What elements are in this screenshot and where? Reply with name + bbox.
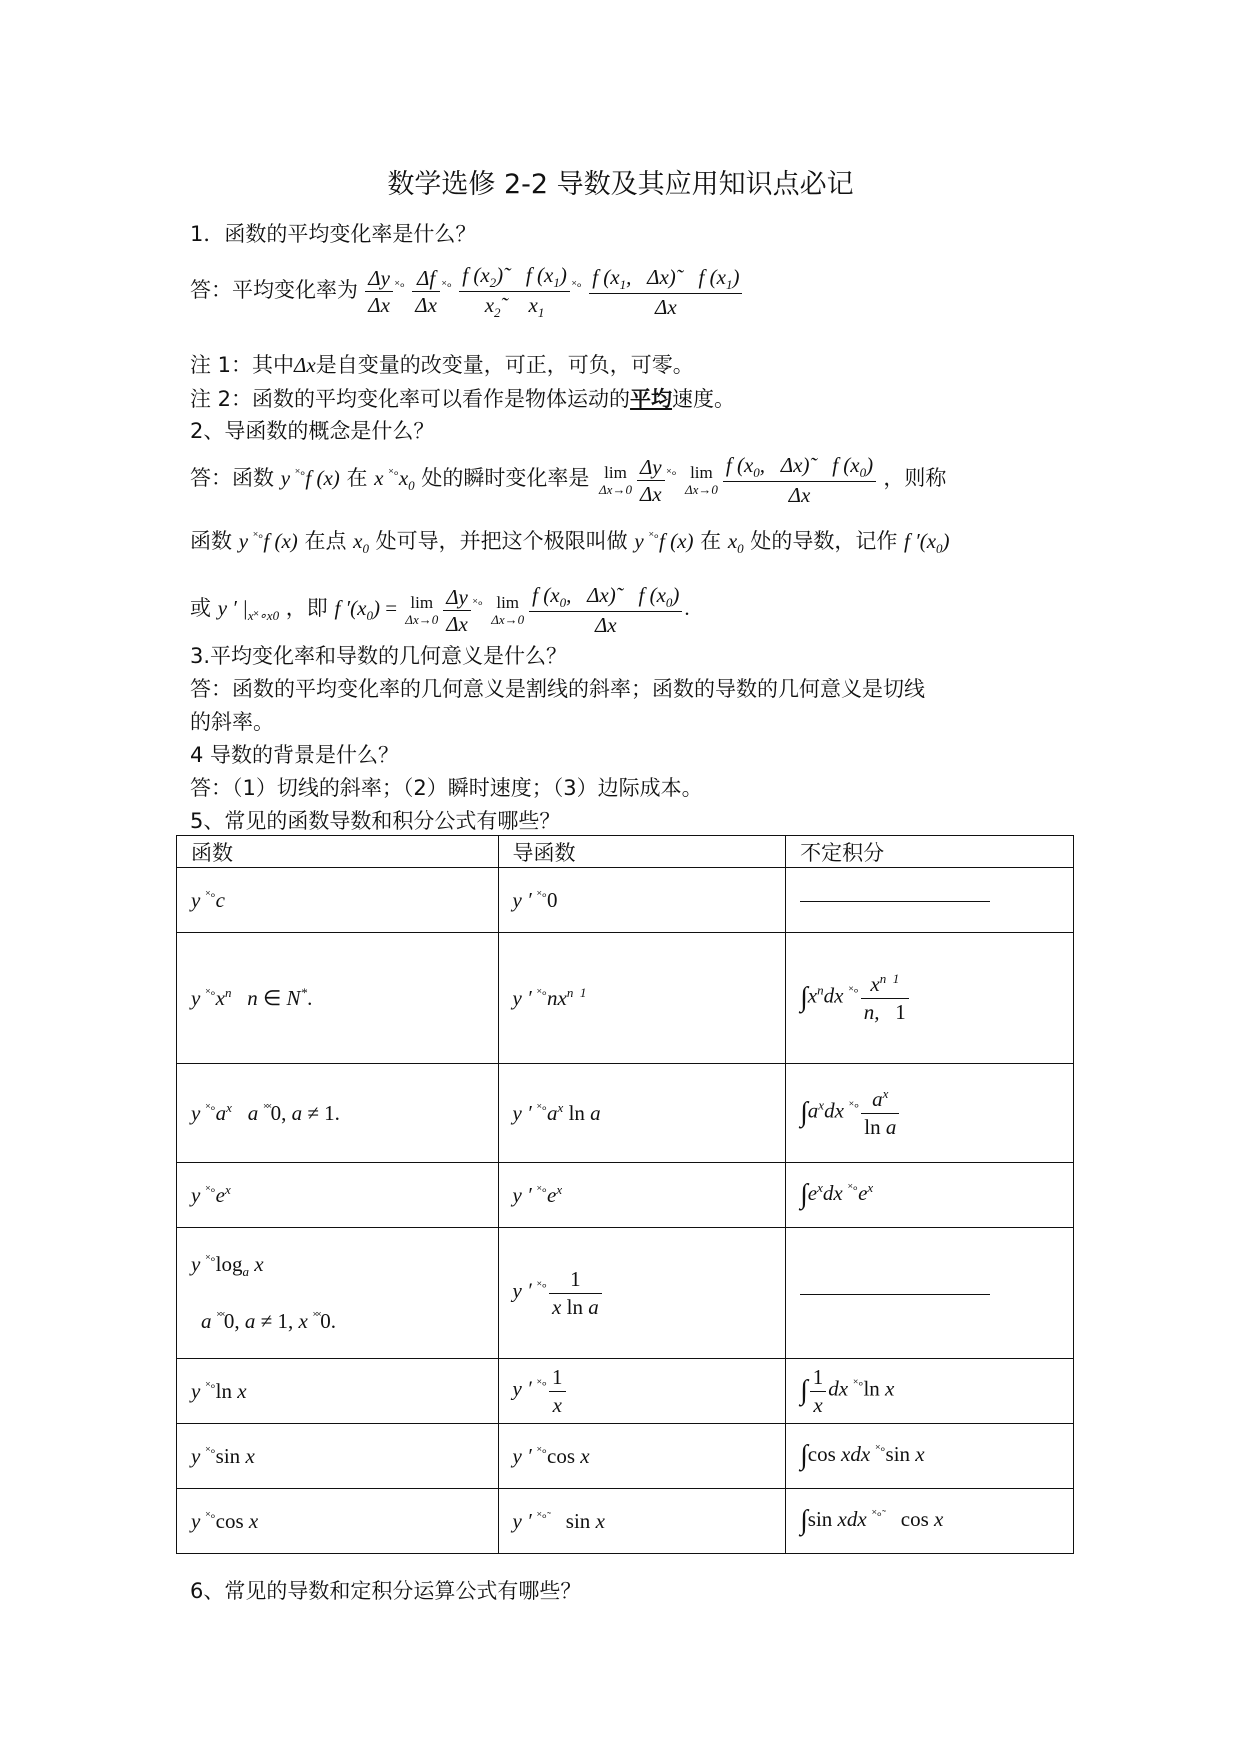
- table-row: [177, 1489, 1074, 1554]
- answer-1-prefix: 答：平均变化率为: [190, 277, 358, 302]
- answer-1: [190, 262, 744, 322]
- header-function: 函数: [177, 836, 499, 868]
- table-row: [177, 1064, 1074, 1163]
- note-2: 注 2：函数的平均变化率可以看作是物体运动的平均速度。: [190, 387, 736, 411]
- header-derivative: 导函数: [498, 836, 786, 868]
- cell-derivative: y ′ ˟∘ $\frac{1}{x}$: [498, 1359, 786, 1424]
- question-3: 3.平均变化率和导数的几何意义是什么？: [190, 644, 568, 668]
- cell-derivative: y ′ ˟∘0: [498, 868, 786, 933]
- question-5: 5、常见的函数导数和积分公式有哪些？: [190, 809, 561, 833]
- cell-derivative: y ′ ˟∘ $\frac{1}{\text{x ln a}}$: [498, 1228, 786, 1359]
- answer-2-line-3: 或 y ′ $|_{x˟\circ x0}$ ，即 f $'(x_0)$ = lim Δx→0 $\frac{\Delta y}{\Delta x}$ ˟∘ lim Δx→0 $\frac{f (x_0, \Delta x)˜ f (x_0)}{\Delta x}$ .: [190, 583, 690, 638]
- answer-4: 答：（1）切线的斜率；（2）瞬时速度；（3）边际成本。: [190, 776, 703, 800]
- question-2: 2、导函数的概念是什么？: [190, 419, 435, 443]
- table-row: [177, 1163, 1074, 1228]
- cell-derivative: y ′ ˟∘cos x: [498, 1424, 786, 1489]
- page-title: 数学选修 2-2 导数及其应用知识点必记: [387, 169, 854, 200]
- cell-function: y $^{˟\circ}x^n$ n ∈ N*.: [177, 933, 499, 1064]
- cell-integral: $\int x^ndx$ ˟∘ $\frac{x^{n 1}}{n, 1}$: [786, 933, 1074, 1064]
- cell-integral: ∫cos xdx ˟∘sin x: [786, 1424, 1074, 1489]
- question-6: 6、常见的导数和定积分运算公式有哪些？: [190, 1579, 582, 1603]
- instant-rate-formula: lim Δx→0 $\frac{\Delta y}{\Delta x}$ ˟∘ lim Δx→0 $\frac{f (x_0, \Delta x)˜ f (x_0)}{\Delta x}$: [596, 466, 883, 490]
- cell-function: y ˟∘cos x: [177, 1489, 499, 1554]
- cell-derivative: y ′ $^{˟\circ}a^x$ ln a: [498, 1064, 786, 1163]
- cell-integral: [786, 1228, 1074, 1359]
- table-row: [177, 1359, 1074, 1424]
- cell-integral: ∫sin xdx ˟∘˜ cos x: [786, 1489, 1074, 1554]
- answer-2-line-1: 答：函数 y ˟∘f (x) 在 x $^{˟\circ}x_0$ 处的瞬时变化率是 lim Δx→0 $\frac{\Delta y}{\Delta x}$ ˟∘ lim Δx→0 $\frac{f (x_0, \Delta x)˜ f (x_0)}{\Delta x}$ ，则称: [190, 453, 947, 508]
- blank-line: [800, 1294, 990, 1295]
- answer-3-line-1: 答：函数的平均变化率的几何意义是割线的斜率；函数的导数的几何意义是切线: [190, 677, 925, 701]
- cell-derivative: y ′ ˟∘˜ sin x: [498, 1489, 786, 1554]
- derivative-definition-formula: f $'(x_0)$ = lim Δx→0 $\frac{\Delta y}{\Delta x}$ ˟∘ lim Δx→0 $\frac{f (x_0, \Delta x)˜ f (x_0)}{\Delta x}$ .: [334, 583, 690, 638]
- question-4: 4 导数的背景是什么？: [190, 743, 400, 767]
- cell-integral: $\int a^xdx$ ˟∘ $\frac{a^x}{\text{ln a}}$: [786, 1064, 1074, 1163]
- cell-derivative: y ′ $^{˟\circ}nx^{n 1}$: [498, 933, 786, 1064]
- question-1: 1．函数的平均变化率是什么？: [190, 222, 477, 246]
- cell-integral: ∫ $\frac{1}{x}$ dx ˟∘ln x: [786, 1359, 1074, 1424]
- answer-2-line-2: 函数 y ˟∘f (x) 在点 $x_0$ 处可导，并把这个极限叫做 y ˟∘f (x) 在 $x_0$ 处的导数，记作 f $'(x_0)$: [190, 529, 950, 557]
- cell-function: y $^{˟\circ}e^x$: [177, 1163, 499, 1228]
- table-header-row: [177, 836, 1074, 868]
- note-1: 注 1：其中Δx是自变量的改变量，可正，可负，可零。: [190, 353, 694, 377]
- table-row: [177, 1228, 1074, 1359]
- table-row: [177, 933, 1074, 1064]
- table-row: [177, 868, 1074, 933]
- cell-integral: $\int e^xdx$ $^{˟\circ}e^x$: [786, 1163, 1074, 1228]
- average-rate-formula: $\frac{\Delta y}{\Delta x}$ ˟∘ $\frac{\Delta f}{\Delta x}$ ˟∘ $\frac{f (x_2)˜ f (x_1)}{x_2˜ x_1}$ ˟∘ $\frac{f (x_1, \Delta x)˜ f (x_1)}{\Delta x}$: [358, 278, 744, 302]
- cell-function: y ˟∘sin x: [177, 1424, 499, 1489]
- table-row: [177, 1424, 1074, 1489]
- header-integral: 不定积分: [786, 836, 1074, 868]
- derivative-integral-table: [176, 835, 1074, 1554]
- cell-function: y ˟∘ln x: [177, 1359, 499, 1424]
- cell-integral: [786, 868, 1074, 933]
- cell-function: y $^{˟\circ}a^x$ a ˟˟0, a ≠ 1.: [177, 1064, 499, 1163]
- blank-line: [800, 901, 990, 902]
- emphasis-average: 平均: [630, 387, 673, 411]
- cell-function: y ˟∘c: [177, 868, 499, 933]
- cell-function: y $^{˟\circ}\log_a$ x a ˟˟0, a ≠ 1, x ˟˟0.: [177, 1228, 499, 1359]
- answer-3-line-2: 的斜率。: [190, 710, 274, 734]
- cell-derivative: y ′ $^{˟\circ}e^x$: [498, 1163, 786, 1228]
